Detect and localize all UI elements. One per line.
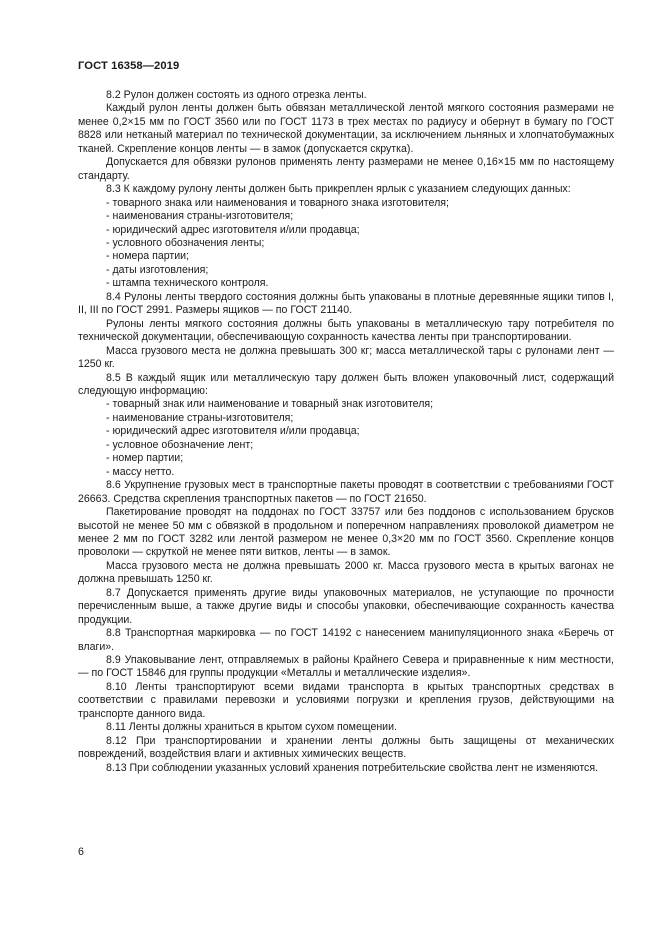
paragraph: Масса грузового места не должна превышать 2000 кг. Масса грузового места в крытых вагонах не должна превышать 1250 кг. bbox=[78, 559, 614, 586]
list-item: - наименования страны-изготовителя; bbox=[106, 210, 294, 223]
list-item: - номер партии; bbox=[106, 452, 184, 465]
paragraph: Рулоны ленты мягкого состояния должны быть упакованы в металлическую тару потребителя по технической документации, обеспечивающую сохранность качества ленты при транспортировании. bbox=[78, 317, 614, 344]
paragraph: 8.10 Ленты транспортируют всеми видами транспорта в крытых транспортных средствах в соответствии с правилами перевозки и условиями погрузки и крепления грузов, действующими на транспорте данного вида. bbox=[78, 680, 614, 720]
list-item: - юридический адрес изготовителя и/или продавца; bbox=[106, 223, 360, 236]
list-item: - юридический адрес изготовителя и/или продавца; bbox=[106, 425, 360, 438]
paragraph: 8.3 К каждому рулону ленты должен быть прикреплен ярлык с указанием следующих данных: bbox=[106, 183, 571, 196]
paragraph: 8.12 При транспортировании и хранении ленты должны быть защищены от механических повреждений, воздействия влаги и активных химических веществ. bbox=[78, 734, 614, 761]
list-item: - товарный знак или наименование и товарный знак изготовителя; bbox=[106, 398, 434, 411]
paragraph: Пакетирование проводят на поддонах по ГОСТ 33757 или без поддонов с использованием брусков высотой не менее 50 мм с обвязкой в продольном и поперечном направлениях проволокой диаметром не менее 2 мм по ГОСТ 3282 или лентой размером не менее 0,3×20 мм по ГОСТ 3560. Скрепление концов проволоки — скруткой не менее пяти витков, ленты — в замок. bbox=[78, 506, 614, 559]
list-item: - условное обозначение лент; bbox=[106, 438, 254, 451]
paragraph: Допускается для обвязки рулонов применять ленту размерами не менее 0,16×15 мм по настоящему стандарту. bbox=[78, 156, 614, 182]
list-item: - штампа технического контроля. bbox=[106, 277, 269, 290]
paragraph: 8.7 Допускается применять другие виды упаковочных материалов, не уступающие по прочности перечисленным выше, а также другие виды и способы упаковки, обеспечивающие сохранность качества продукции. bbox=[78, 586, 614, 626]
paragraph: 8.9 Упаковывание лент, отправляемых в районы Крайнего Севера и приравненные к ним местности, — по ГОСТ 15846 для группы продукции «Металлы и металлические изделия». bbox=[78, 654, 614, 680]
document-body bbox=[78, 89, 614, 775]
paragraph: 8.11 Ленты должны храниться в крытом сухом помещении. bbox=[106, 721, 397, 734]
list-item: - наименование страны-изготовителя; bbox=[106, 411, 294, 424]
list-item: - массу нетто. bbox=[106, 465, 175, 478]
paragraph: 8.5 В каждый ящик или металлическую тару должен быть вложен упаковочный лист, содержащий следующую информацию: bbox=[78, 371, 614, 397]
list-item: - номера партии; bbox=[106, 250, 190, 263]
paragraph: 8.13 При соблюдении указанных условий хранения потребительские свойства лент не изменяются. bbox=[106, 761, 599, 774]
paragraph: Каждый рулон ленты должен быть обвязан металлической лентой мягкого состояния размерами не менее 0,2×15 мм по ГОСТ 3560 или по ГОСТ 1173 в трех местах по радиусу и обернут в бумагу по ГОСТ 8828 или нетканый материал по технической документации, за исключением льняных и хлопчатобумажных тканей. Скрепление концов ленты — в замок (допускается скрутка). bbox=[78, 102, 614, 155]
document-header: ГОСТ 16358—2019 bbox=[78, 60, 180, 72]
paragraph: 8.4 Рулоны ленты твердого состояния должны быть упакованы в плотные деревянные ящики типов I, II, III по ГОСТ 2991. Размеры ящиков — по ГОСТ 21140. bbox=[78, 290, 614, 317]
paragraph: Масса грузового места не должна превышать 300 кг; масса металлической тары с рулонами лент — 1250 кг. bbox=[78, 344, 614, 371]
list-item: - условного обозначения ленты; bbox=[106, 236, 265, 249]
paragraph: 8.6 Укрупнение грузовых мест в транспортные пакеты проводят в соответствии с требованиями ГОСТ 26663. Средства скрепления транспортных пакетов — по ГОСТ 21650. bbox=[78, 479, 614, 505]
list-item: - даты изготовления; bbox=[106, 263, 209, 276]
list-item: - товарного знака или наименования и товарного знака изготовителя; bbox=[106, 196, 449, 209]
paragraph: 8.2 Рулон должен состоять из одного отрезка ленты. bbox=[106, 89, 367, 101]
paragraph: 8.8 Транспортная маркировка — по ГОСТ 14192 с нанесением манипуляционного знака «Беречь от влаги». bbox=[78, 627, 614, 653]
page-number: 6 bbox=[78, 846, 84, 858]
